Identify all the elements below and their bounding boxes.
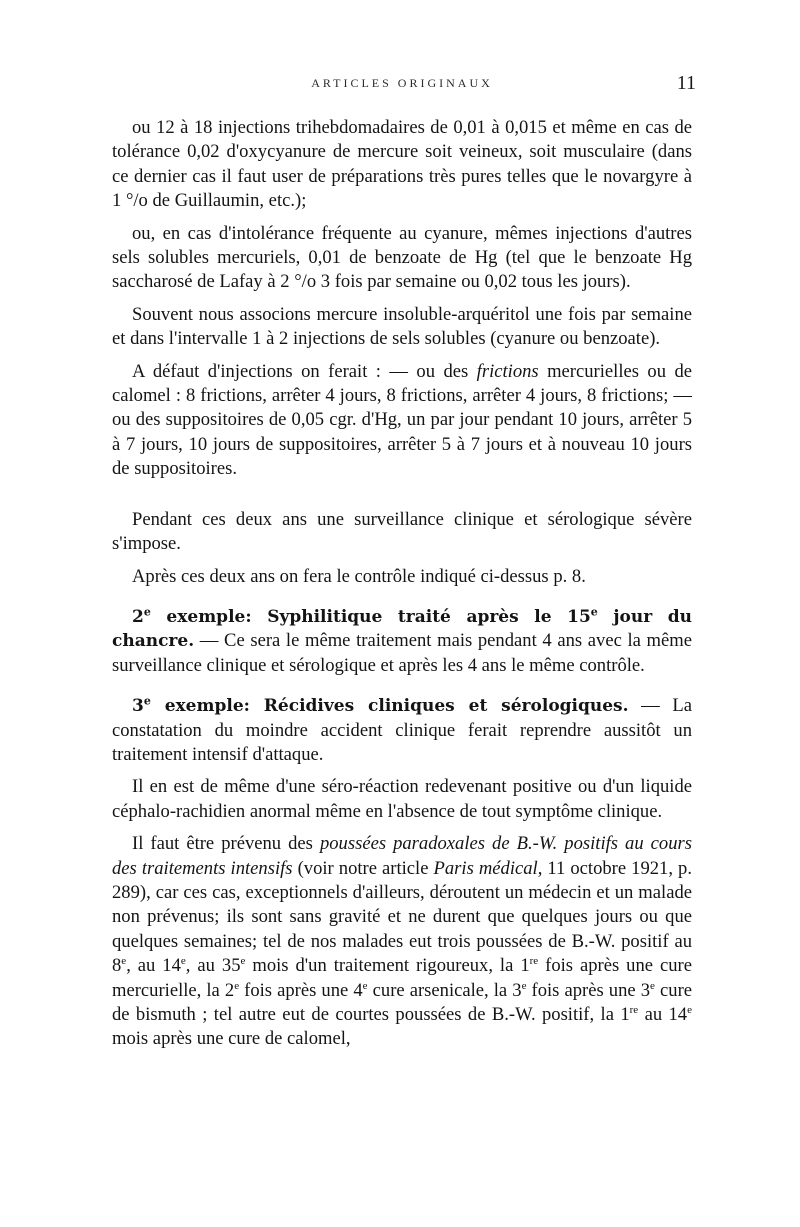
document-page — [112, 72, 696, 1060]
p10-b: (voir notre article — [292, 857, 434, 879]
paragraph-4-text-b: mercurielles ou de calomel : 8 frictions, arrêter 4 jours, 8 frictions, arrêter 4 jours, 8 frictions; — ou des suppositoires de 0,05 cgr. d'Hg, un par jour pendant 10 jours, arrêter 5 à 7 jours, 10 jours de suppositoires, arrêter 5 à 7 jours et à nouveau 10 jours de suppositoires. — [112, 360, 692, 480]
paragraph-5: Pendant ces deux ans une surveillance clinique et sérologique sévère s'impose. — [112, 508, 692, 555]
example-3-heading-text: exemple: Récidives cliniques et sérologiques. — [150, 696, 629, 717]
example-3-paragraph — [112, 694, 692, 767]
p10-sup-1: e — [121, 955, 127, 967]
paragraph-10 — [112, 832, 692, 1052]
paragraph-1: ou 12 à 18 injections trihebdomadaires de 0,01 à 0,015 et même en cas de tolérance 0,02 d'oxycyanure de mercure soit veineux, soit musculaire (dans ce dernier cas il faut user de préparations très pures telles que le novargyre à 1 °/o de Guillaumin, etc.); — [112, 117, 692, 212]
example-2-heading-a: exemple: Syphilitique traité après le 15 — [150, 606, 591, 627]
p10-sup-8: e — [650, 979, 655, 992]
p10-sup-7: e — [521, 979, 527, 992]
running-title: ARTICLES ORIGINAUX — [311, 76, 493, 90]
p10-l: au 14 — [638, 1004, 688, 1025]
p10-e: , au 35 — [185, 955, 241, 977]
example-3-text: — La constatation du moindre accident clinique ferait reprendre aussitôt un traitement intensif d'attaque. — [112, 695, 692, 765]
page-header — [112, 72, 696, 102]
p10-italic-1: poussées paradoxales de B.-W. positifs au cours des traitements intensifs — [112, 833, 692, 879]
p10-f: mois d'un traitement rigoureux, la 1 — [245, 955, 530, 977]
example-2-text: — Ce sera le même traitement mais pendant 4 ans avec la même surveillance clinique et sérologique et après les 4 ans le même contrôle. — [112, 630, 692, 676]
p10-sup-10: e — [687, 1003, 692, 1016]
p10-m: mois après une cure de calomel, — [112, 1028, 351, 1050]
example-3-number: 3 — [132, 696, 144, 717]
p10-sup-9: re — [629, 1003, 639, 1016]
paragraph-9: Il en est de même d'une séro-réaction redevenant positive ou d'un liquide céphalo-rachidien anormal même en l'absence de tout symptôme clinique. — [112, 776, 692, 822]
paragraph-3: Souvent nous associons mercure insoluble-arquéritol une fois par semaine et dans l'intervalle 1 à 2 injections de sels solubles (cyanure ou benzoate). — [112, 303, 692, 350]
paragraph-4-text-a: A défaut d'injections on ferait : — ou des — [132, 360, 477, 382]
p10-h: fois après une 4 — [239, 979, 363, 1001]
p10-sup-2: e — [180, 955, 186, 967]
example-2-sup: e — [143, 605, 151, 619]
example-2-number: 2 — [132, 606, 144, 627]
page-number: 11 — [676, 72, 696, 94]
example-2-heading-b: jour du chancre. — [112, 606, 693, 652]
p10-g: fois après une cure mercurielle, la 2 — [112, 955, 692, 1001]
example-2-paragraph — [112, 605, 692, 678]
p10-d: , au 14 — [126, 955, 181, 977]
p10-sup-4: re — [529, 955, 539, 967]
p10-sup-6: e — [362, 979, 368, 992]
p10-sup-5: e — [234, 979, 240, 992]
p10-c: , 11 octobre 1921, p. 289), car ces cas, exceptionnels d'ailleurs, déroutent un médecin et un malade non prévenus; ils sont sans gravité et ne durent que quelques jours ou que quelques semaines; tel de nos malades eut trois poussées de B.-W. positif au 8 — [112, 857, 692, 977]
frictions-italic: frictions — [476, 360, 539, 382]
example-2-heading-sup: e — [590, 605, 598, 619]
paragraph-2: ou, en cas d'intolérance fréquente au cyanure, mêmes injections d'autres sels solubles mercuriels, 0,01 de benzoate de Hg (tel que le benzoate Hg saccharosé de Lafay à 2 °/o 3 fois par semaine ou 0,02 tous les jours). — [112, 222, 692, 293]
p10-i: cure arsenicale, la 3 — [367, 979, 522, 1001]
p10-a: Il faut être prévenu des — [132, 833, 320, 855]
example-3-sup: e — [143, 694, 151, 708]
p10-sup-3: e — [240, 955, 246, 967]
example-3-heading — [132, 696, 629, 716]
p10-italic-2: Paris médical — [433, 857, 538, 879]
p10-j: fois après une 3 — [526, 979, 651, 1001]
paragraph-4 — [112, 360, 692, 482]
p10-k: cure de bismuth ; tel autre eut de courtes poussées de B.-W. positif, la 1 — [112, 979, 693, 1025]
paragraph-6: Après ces deux ans on fera le contrôle indiqué ci-dessus p. 8. — [132, 565, 586, 587]
